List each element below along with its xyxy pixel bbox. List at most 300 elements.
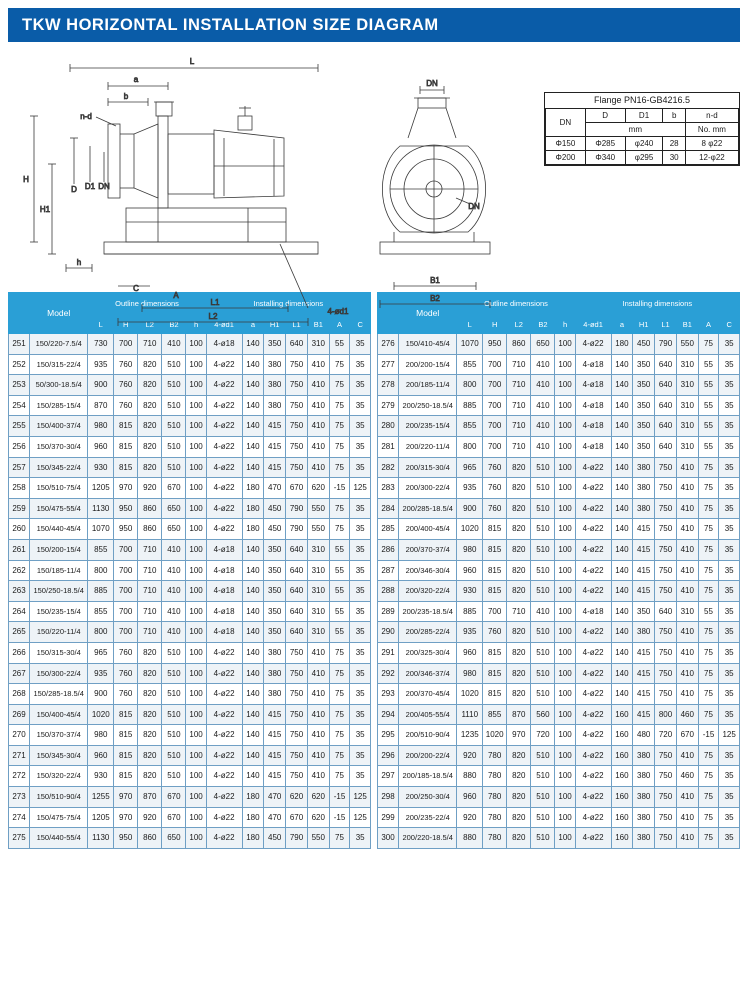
row-index: 271 [9,745,30,766]
row-cell: 35 [350,642,371,663]
col-header-index [378,293,399,334]
row-cell: 820 [507,498,531,519]
row-cell: 415 [264,436,286,457]
row-cell: 4-ø22 [575,725,611,746]
table-row [9,663,371,684]
row-cell: 820 [138,745,162,766]
row-model: 150/320-22/4 [30,766,88,787]
row-cell: 125 [719,725,740,746]
row-cell: 4-ø18 [206,622,242,643]
row-cell: 100 [555,787,575,808]
row-cell: 415 [633,663,655,684]
row-cell: 650 [531,334,555,355]
row-cell: 1205 [88,478,114,499]
row-cell: 100 [555,416,575,437]
row-cell: 510 [531,478,555,499]
row-cell: 380 [633,828,655,849]
table-row [9,828,371,849]
row-cell: 410 [676,457,698,478]
row-cell: 140 [611,375,633,396]
row-cell: 750 [655,457,677,478]
row-cell: 100 [186,539,206,560]
row-cell: 710 [507,601,531,622]
row-cell: 350 [633,436,655,457]
row-cell: 100 [186,684,206,705]
row-cell: 55 [698,601,719,622]
row-cell: 640 [286,581,308,602]
table-row [9,334,371,355]
row-cell: 965 [457,457,483,478]
row-cell: 855 [457,416,483,437]
row-cell: 180 [611,334,633,355]
row-cell: 750 [655,828,677,849]
row-cell: 820 [507,581,531,602]
row-cell: 760 [483,498,507,519]
table-row [9,581,371,602]
row-cell: 100 [186,663,206,684]
row-cell: 870 [88,395,114,416]
row-cell: 880 [457,766,483,787]
row-cell: 4-ø22 [206,519,242,540]
row-index: 276 [378,334,399,355]
row-cell: 4-ø22 [206,725,242,746]
row-cell: 55 [698,416,719,437]
row-cell: 820 [138,375,162,396]
row-cell: 750 [655,478,677,499]
row-cell: 560 [531,704,555,725]
row-cell: 1020 [457,519,483,540]
flange-cell: Φ285 [585,137,625,151]
row-cell: 750 [286,375,308,396]
row-cell: 640 [286,622,308,643]
row-cell: 410 [162,334,186,355]
row-cell: 620 [286,787,308,808]
row-cell: 180 [242,519,264,540]
col-header-B1: B1 [307,316,329,334]
row-cell: 415 [264,745,286,766]
row-index: 284 [378,498,399,519]
row-cell: 55 [698,375,719,396]
row-cell: 1130 [88,498,114,519]
row-cell: 750 [286,684,308,705]
row-cell: 760 [483,457,507,478]
row-cell: 820 [138,416,162,437]
row-cell: 100 [186,828,206,849]
col-header-L2: L2 [507,316,531,334]
row-cell: 790 [655,334,677,355]
row-cell: 815 [483,642,507,663]
row-cell: 140 [611,519,633,540]
row-cell: 510 [162,663,186,684]
row-cell: 815 [114,745,138,766]
row-cell: 380 [633,766,655,787]
row-cell: 310 [676,601,698,622]
row-model: 150/315-22/4 [30,354,88,375]
row-cell: 35 [719,704,740,725]
dimension-table-left [8,292,371,849]
row-cell: 670 [286,478,308,499]
row-cell: 4-ø22 [575,704,611,725]
row-cell: 140 [611,684,633,705]
row-cell: 35 [350,539,371,560]
row-cell: 310 [307,539,329,560]
row-cell: 75 [698,828,719,849]
row-cell: 140 [611,498,633,519]
row-cell: 4-ø22 [575,663,611,684]
row-cell: 100 [555,478,575,499]
col-group-installing: Installing dimensions [575,293,739,316]
row-cell: 790 [286,498,308,519]
row-cell: 620 [307,787,329,808]
row-cell: 415 [264,725,286,746]
row-cell: 4-ø18 [575,354,611,375]
row-cell: 410 [307,766,329,787]
row-cell: 4-ø22 [575,642,611,663]
row-cell: 4-ø18 [575,375,611,396]
row-cell: 920 [138,478,162,499]
row-cell: 460 [676,704,698,725]
row-cell: 35 [719,334,740,355]
table-row [378,478,740,499]
row-cell: 410 [307,395,329,416]
row-cell: 55 [329,601,350,622]
row-model: 200/235-22/4 [399,807,457,828]
row-cell: 790 [286,828,308,849]
col-header-d1: 4-ød1 [575,316,611,334]
row-cell: 820 [507,622,531,643]
col-header-model: Model [399,293,457,334]
row-model: 150/510-75/4 [30,478,88,499]
row-cell: 4-ø22 [206,457,242,478]
col-header-H: H [483,316,507,334]
row-cell: 700 [114,539,138,560]
row-cell: 650 [162,498,186,519]
row-index: 252 [9,354,30,375]
table-row [9,478,371,499]
row-index: 256 [9,436,30,457]
row-cell: 140 [242,745,264,766]
row-cell: 55 [329,334,350,355]
row-cell: 35 [350,375,371,396]
row-cell: 4-ø22 [206,478,242,499]
row-cell: 410 [307,745,329,766]
row-cell: 930 [88,457,114,478]
row-cell: 410 [676,478,698,499]
row-index: 292 [378,663,399,684]
row-cell: 380 [264,684,286,705]
row-cell: 700 [483,416,507,437]
row-cell: 800 [457,375,483,396]
row-cell: 75 [698,478,719,499]
row-cell: 35 [719,375,740,396]
table-row [9,642,371,663]
row-cell: 100 [186,704,206,725]
col-header-B1: B1 [676,316,698,334]
row-cell: 510 [531,663,555,684]
row-cell: 140 [242,539,264,560]
table-row [378,807,740,828]
row-cell: 380 [264,663,286,684]
flange-cell: 12-φ22 [685,151,738,165]
row-cell: 815 [483,519,507,540]
row-model: 200/325-30/4 [399,642,457,663]
row-cell: 1020 [457,684,483,705]
row-cell: 75 [698,807,719,828]
row-cell: 410 [162,601,186,622]
row-cell: 410 [307,642,329,663]
row-cell: 75 [698,663,719,684]
row-cell: 410 [676,581,698,602]
row-cell: 4-ø18 [575,436,611,457]
row-cell: 750 [286,725,308,746]
row-cell: 1255 [88,787,114,808]
row-cell: 4-ø22 [575,807,611,828]
row-cell: 820 [507,478,531,499]
svg-text:C: C [133,284,139,293]
row-cell: 140 [242,436,264,457]
row-cell: 470 [264,787,286,808]
col-header-L: L [457,316,483,334]
row-cell: 35 [350,622,371,643]
row-cell: 510 [531,684,555,705]
row-cell: 35 [719,828,740,849]
row-cell: 670 [162,787,186,808]
row-cell: 75 [329,395,350,416]
row-cell: 75 [698,787,719,808]
row-cell: 930 [88,766,114,787]
flange-cell: φ295 [625,151,663,165]
row-cell: 180 [242,787,264,808]
row-cell: 4-ø22 [206,684,242,705]
row-cell: 710 [507,416,531,437]
row-cell: 410 [162,581,186,602]
row-cell: 410 [307,663,329,684]
row-cell: 820 [507,684,531,705]
row-cell: 970 [114,787,138,808]
row-cell: 75 [698,560,719,581]
row-model: 200/400-45/4 [399,519,457,540]
row-cell: 885 [457,395,483,416]
row-cell: 380 [633,622,655,643]
svg-text:L: L [189,57,195,66]
row-cell: 700 [114,622,138,643]
svg-text:L2: L2 [208,312,218,321]
row-cell: 4-ø22 [206,828,242,849]
row-cell: 350 [264,539,286,560]
row-cell: 75 [698,539,719,560]
row-cell: 650 [162,519,186,540]
row-cell: 140 [242,375,264,396]
row-cell: 510 [162,375,186,396]
row-cell: 35 [350,684,371,705]
row-cell: 35 [719,642,740,663]
row-cell: 1020 [483,725,507,746]
table-row [9,539,371,560]
row-cell: 815 [483,560,507,581]
row-cell: 820 [138,725,162,746]
col-header-L: L [88,316,114,334]
flange-cell: φ240 [625,137,663,151]
row-cell: 4-ø22 [206,807,242,828]
row-cell: 415 [633,519,655,540]
row-cell: 35 [719,560,740,581]
row-cell: 510 [162,704,186,725]
row-cell: 350 [264,334,286,355]
row-index: 251 [9,334,30,355]
row-cell: 380 [264,354,286,375]
row-index: 300 [378,828,399,849]
row-cell: 100 [555,807,575,828]
row-cell: 935 [457,478,483,499]
row-cell: 75 [329,354,350,375]
row-cell: 860 [507,334,531,355]
row-cell: 310 [307,601,329,622]
row-model: 200/510-90/4 [399,725,457,746]
row-cell: 415 [633,560,655,581]
row-cell: 35 [350,725,371,746]
table-row [9,622,371,643]
row-cell: 780 [483,828,507,849]
row-cell: 930 [457,581,483,602]
row-cell: 75 [698,684,719,705]
row-cell: 900 [88,684,114,705]
page-header [8,8,740,42]
row-cell: 4-ø22 [575,539,611,560]
row-cell: 730 [88,334,114,355]
row-model: 150/510-90/4 [30,787,88,808]
row-cell: 35 [350,828,371,849]
row-cell: 410 [676,807,698,828]
row-cell: 750 [655,807,677,828]
row-cell: 35 [350,581,371,602]
row-index: 266 [9,642,30,663]
row-cell: 140 [242,560,264,581]
row-cell: 35 [719,478,740,499]
flange-header-d1: D1 [625,109,663,123]
flange-table-title: Flange PN16-GB4216.5 [546,93,739,109]
table-row [9,416,371,437]
row-cell: 75 [698,642,719,663]
row-model: 150/220-11/4 [30,622,88,643]
dimension-tables [8,292,740,849]
row-cell: 410 [676,663,698,684]
row-cell: 800 [88,560,114,581]
row-cell: 790 [286,519,308,540]
col-header-a: a [242,316,264,334]
row-cell: 35 [719,457,740,478]
row-model: 150/440-45/4 [30,519,88,540]
row-cell: 100 [186,560,206,581]
row-cell: 855 [88,539,114,560]
row-index: 253 [9,375,30,396]
row-cell: 310 [676,436,698,457]
row-cell: 100 [186,807,206,828]
row-index: 295 [378,725,399,746]
row-cell: 870 [507,704,531,725]
row-index: 277 [378,354,399,375]
row-model: 150/345-30/4 [30,745,88,766]
row-cell: 4-ø22 [206,498,242,519]
col-header-a: a [611,316,633,334]
row-cell: 35 [350,436,371,457]
row-cell: 100 [555,828,575,849]
row-cell: 415 [633,581,655,602]
row-cell: 510 [531,828,555,849]
row-cell: 750 [286,354,308,375]
row-cell: 670 [162,478,186,499]
row-cell: 410 [531,375,555,396]
row-cell: 700 [483,354,507,375]
row-cell: 450 [264,498,286,519]
row-cell: 180 [242,478,264,499]
row-cell: 4-ø22 [575,684,611,705]
row-model: 200/315-30/4 [399,457,457,478]
row-cell: 4-ø22 [575,519,611,540]
row-model: 200/200-15/4 [399,354,457,375]
table-row [9,457,371,478]
row-cell: 350 [264,601,286,622]
row-cell: 100 [555,622,575,643]
row-cell: 100 [555,766,575,787]
row-cell: 100 [186,395,206,416]
table-row [378,745,740,766]
row-cell: 35 [350,766,371,787]
row-cell: 900 [88,375,114,396]
row-cell: 35 [719,354,740,375]
row-cell: 710 [138,601,162,622]
row-cell: 760 [114,354,138,375]
row-cell: 100 [186,787,206,808]
row-cell: 160 [611,807,633,828]
row-cell: 4-ø22 [206,704,242,725]
row-cell: 950 [114,519,138,540]
row-cell: 860 [138,828,162,849]
table-row [9,395,371,416]
row-model: 150/235-15/4 [30,601,88,622]
row-cell: 310 [676,375,698,396]
flange-cell: Φ340 [585,151,625,165]
row-cell: 410 [531,436,555,457]
row-model: 150/370-37/4 [30,725,88,746]
row-cell: 820 [507,766,531,787]
table-row [378,684,740,705]
row-cell: 410 [676,828,698,849]
row-cell: 935 [88,663,114,684]
row-cell: 4-ø22 [206,436,242,457]
row-cell: 510 [162,354,186,375]
row-cell: 960 [88,436,114,457]
table-row [378,766,740,787]
row-cell: 140 [242,642,264,663]
row-cell: 710 [138,622,162,643]
row-index: 261 [9,539,30,560]
row-cell: 140 [242,704,264,725]
row-cell: 100 [555,375,575,396]
row-cell: 1070 [457,334,483,355]
col-header-index [9,293,30,334]
row-cell: 410 [676,745,698,766]
row-index: 264 [9,601,30,622]
row-cell: 35 [350,416,371,437]
col-header-L1: L1 [286,316,308,334]
row-cell: 4-ø22 [575,622,611,643]
row-cell: 450 [633,334,655,355]
row-cell: 140 [611,354,633,375]
row-cell: 1020 [88,704,114,725]
row-cell: 415 [264,416,286,437]
row-cell: 750 [286,663,308,684]
row-cell: 310 [307,581,329,602]
